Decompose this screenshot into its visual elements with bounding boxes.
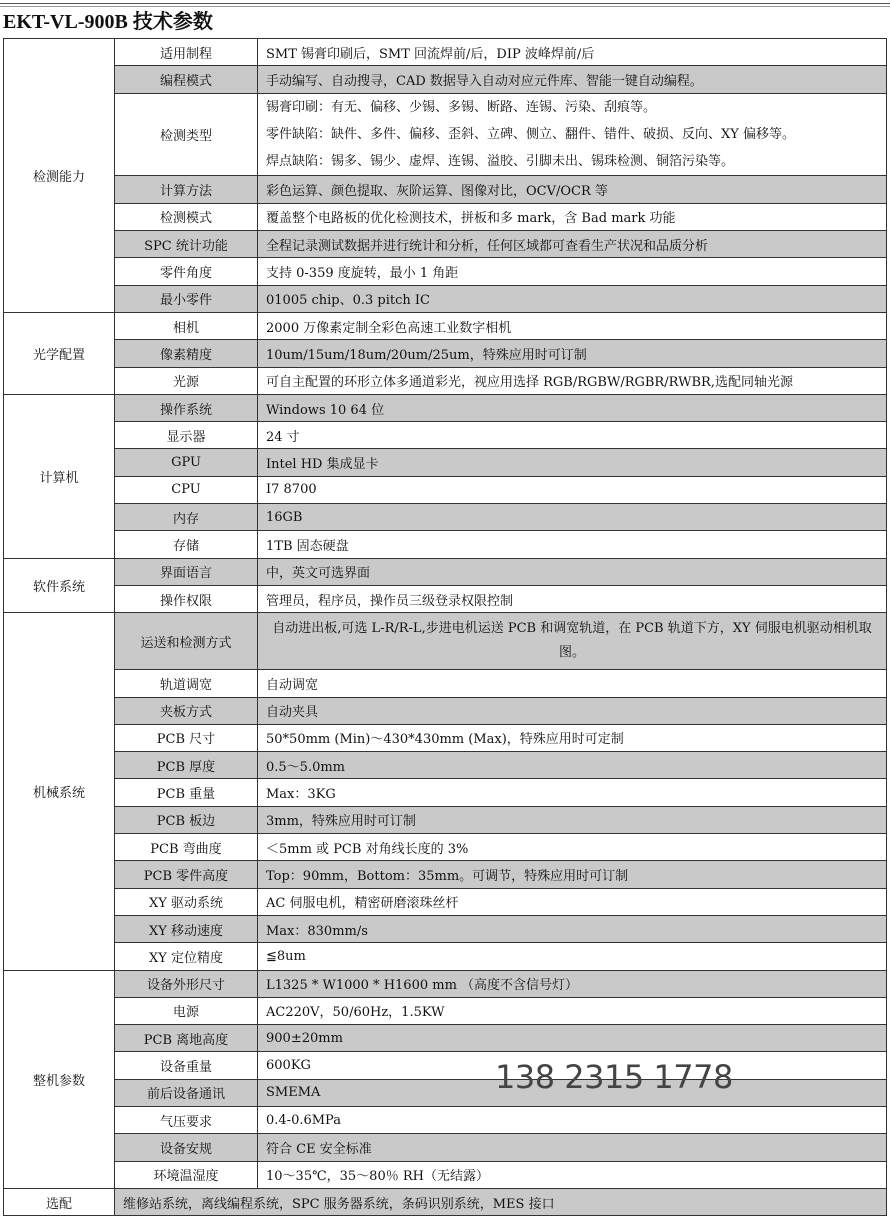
param-name: 操作权限 [115, 585, 258, 612]
spec-row [4, 585, 887, 612]
param-value: 2000 万像素定制全彩色高速工业数字相机 [258, 312, 887, 339]
param-value: 中，英文可选界面 [258, 558, 887, 585]
spec-row [4, 449, 887, 476]
param-value: 16GB [258, 504, 887, 531]
param-value: L1325 * W1000 * H1600 mm （高度不含信号灯） [258, 970, 887, 997]
param-name: 适用制程 [115, 39, 258, 66]
param-name: 运送和检测方式 [115, 613, 258, 670]
spec-row [4, 997, 887, 1024]
param-value: 1TB 固态硬盘 [258, 531, 887, 558]
spec-row [4, 1025, 887, 1052]
spec-row [4, 724, 887, 751]
param-value: 覆盖整个电路板的优化检测技术，拼板和多 mark，含 Bad mark 功能 [258, 203, 887, 230]
param-name: 环境温湿度 [115, 1161, 258, 1188]
param-name: PCB 板边 [115, 806, 258, 833]
param-value: 自动夹具 [258, 697, 887, 724]
spec-row [4, 558, 887, 585]
param-name: PCB 弯曲度 [115, 834, 258, 861]
param-name: 存储 [115, 531, 258, 558]
spec-row [4, 970, 887, 997]
spec-row [4, 285, 887, 312]
spec-row [4, 476, 887, 503]
param-value: 50*50mm (Min)～430*430mm (Max)，特殊应用时可定制 [258, 724, 887, 751]
spec-row [4, 340, 887, 367]
param-name: 检测类型 [115, 93, 258, 176]
spec-row [4, 231, 887, 258]
param-value: Max：830mm/s [258, 915, 887, 942]
param-value: 管理员，程序员，操作员三级登录权限控制 [258, 585, 887, 612]
watermark-phone: 138 2315 1778 [495, 1058, 733, 1096]
param-value: 600KG [258, 1052, 887, 1079]
param-value: 24 寸 [258, 422, 887, 449]
param-name: 零件角度 [115, 258, 258, 285]
param-name: 设备重量 [115, 1052, 258, 1079]
spec-row [4, 834, 887, 861]
document-title: EKT-VL-900B 技术参数 [3, 11, 213, 33]
param-value: 维修站系统，离线编程系统，SPC 服务器系统，条码识别系统，MES 接口 [115, 1188, 887, 1215]
spec-row [4, 670, 887, 697]
top-rule [0, 3, 890, 4]
param-value: 10um/15um/18um/20um/25um，特殊应用时可订制 [258, 340, 887, 367]
param-value: 符合 CE 安全标准 [258, 1134, 887, 1161]
spec-row [4, 504, 887, 531]
param-name: 光源 [115, 367, 258, 394]
param-name: 显示器 [115, 422, 258, 449]
spec-row [4, 943, 887, 970]
param-value: SMT 锡膏印刷后，SMT 回流焊前/后，DIP 波峰焊前/后 [258, 39, 887, 66]
spec-row [4, 258, 887, 285]
spec-row [4, 367, 887, 394]
spec-row [4, 1188, 887, 1215]
category-cell: 光学配置 [4, 312, 115, 394]
spec-row [4, 752, 887, 779]
param-value-line: 焊点缺陷：锡多、锡少、虚焊、连锡、溢胶、引脚未出、锡珠检测、铜箔污染等。 [266, 154, 735, 170]
param-value: 0.4-0.6MPa [258, 1106, 887, 1133]
param-name: 设备外形尺寸 [115, 970, 258, 997]
param-value [258, 93, 887, 176]
param-value: 3mm，特殊应用时可订制 [258, 806, 887, 833]
param-name: 最小零件 [115, 285, 258, 312]
param-value: 手动编写、自动搜寻，CAD 数据导入自动对应元件库、智能一键自动编程。 [258, 66, 887, 93]
param-name: PCB 离地高度 [115, 1025, 258, 1052]
param-name: XY 定位精度 [115, 943, 258, 970]
param-value: 自动调宽 [258, 670, 887, 697]
param-name: PCB 重量 [115, 779, 258, 806]
spec-row [4, 312, 887, 339]
param-name: 气压要求 [115, 1106, 258, 1133]
param-value: ≦8um [258, 943, 887, 970]
spec-row [4, 1161, 887, 1188]
param-name: 计算方法 [115, 176, 258, 203]
param-name: SPC 统计功能 [115, 231, 258, 258]
param-name: PCB 尺寸 [115, 724, 258, 751]
spec-row [4, 39, 887, 66]
spec-row [4, 531, 887, 558]
param-value: Max：3KG [258, 779, 887, 806]
param-value-line: 锡膏印刷：有无、偏移、少锡、多锡、断路、连锡、污染、刮痕等。 [266, 99, 657, 115]
spec-row [4, 806, 887, 833]
spec-row [4, 176, 887, 203]
spec-row [4, 779, 887, 806]
param-name: GPU [115, 449, 258, 476]
spec-table [3, 38, 887, 1216]
spec-row [4, 203, 887, 230]
spec-row [4, 888, 887, 915]
param-value: 900±20mm [258, 1025, 887, 1052]
param-value: 彩色运算、颜色提取、灰阶运算、图像对比，OCV/OCR 等 [258, 176, 887, 203]
param-name: 夹板方式 [115, 697, 258, 724]
param-value: I7 8700 [258, 476, 887, 503]
param-value: SMEMA [258, 1079, 887, 1106]
param-value: 01005 chip、0.3 pitch IC [258, 285, 887, 312]
spec-row [4, 1052, 887, 1079]
spec-row [4, 1134, 887, 1161]
top-rule-inner [0, 6, 890, 7]
category-cell: 计算机 [4, 394, 115, 558]
spec-row [4, 66, 887, 93]
param-value: AC 伺服电机，精密研磨滚珠丝杆 [258, 888, 887, 915]
param-name: 前后设备通讯 [115, 1079, 258, 1106]
spec-row [4, 394, 887, 421]
param-value: 自动进出板,可选 L-R/R-L,步进电机运送 PCB 和调宽轨道，在 PCB 轨道下方，XY 伺服电机驱动相机取图。 [258, 613, 887, 670]
param-name: 轨道调宽 [115, 670, 258, 697]
category-cell: 整机参数 [4, 970, 115, 1188]
spec-row [4, 697, 887, 724]
param-value: Windows 10 64 位 [258, 394, 887, 421]
spec-row [4, 915, 887, 942]
param-value: AC220V，50/60Hz，1.5KW [258, 997, 887, 1024]
param-name: 像素精度 [115, 340, 258, 367]
param-name: 操作系统 [115, 394, 258, 421]
param-value: Top：90mm，Bottom：35mm。可调节，特殊应用时可订制 [258, 861, 887, 888]
param-value-line: 零件缺陷：缺件、多件、偏移、歪斜、立碑、侧立、翻件、错件、破损、反向、XY 偏移等。 [266, 126, 795, 142]
param-name: 检测模式 [115, 203, 258, 230]
param-name: 设备安规 [115, 1134, 258, 1161]
param-name: 界面语言 [115, 558, 258, 585]
param-value: 可自主配置的环形立体多通道彩光，视应用选择 RGB/RGBW/RGBR/RWBR,选配同轴光源 [258, 367, 887, 394]
param-name: XY 驱动系统 [115, 888, 258, 915]
param-value: Intel HD 集成显卡 [258, 449, 887, 476]
spec-row [4, 613, 887, 670]
spec-row [4, 861, 887, 888]
spec-row [4, 1106, 887, 1133]
param-name: CPU [115, 476, 258, 503]
param-name: XY 移动速度 [115, 915, 258, 942]
param-value: 0.5～5.0mm [258, 752, 887, 779]
category-cell: 检测能力 [4, 39, 115, 313]
param-name: 编程模式 [115, 66, 258, 93]
spec-row [4, 422, 887, 449]
category-cell: 选配 [4, 1188, 115, 1215]
param-name: PCB 厚度 [115, 752, 258, 779]
param-value: 10～35℃，35～80％ RH（无结露） [258, 1161, 887, 1188]
param-name: 内存 [115, 504, 258, 531]
param-value: ＜5mm 或 PCB 对角线长度的 3% [258, 834, 887, 861]
param-name: PCB 零件高度 [115, 861, 258, 888]
spec-row [4, 93, 887, 176]
param-value: 全程记录测试数据并进行统计和分析，任何区域都可查看生产状况和品质分析 [258, 231, 887, 258]
param-name: 电源 [115, 997, 258, 1024]
category-cell: 软件系统 [4, 558, 115, 613]
category-cell: 机械系统 [4, 613, 115, 970]
param-value: 支持 0-359 度旋转，最小 1 角距 [258, 258, 887, 285]
spec-row [4, 1079, 887, 1106]
param-name: 相机 [115, 312, 258, 339]
